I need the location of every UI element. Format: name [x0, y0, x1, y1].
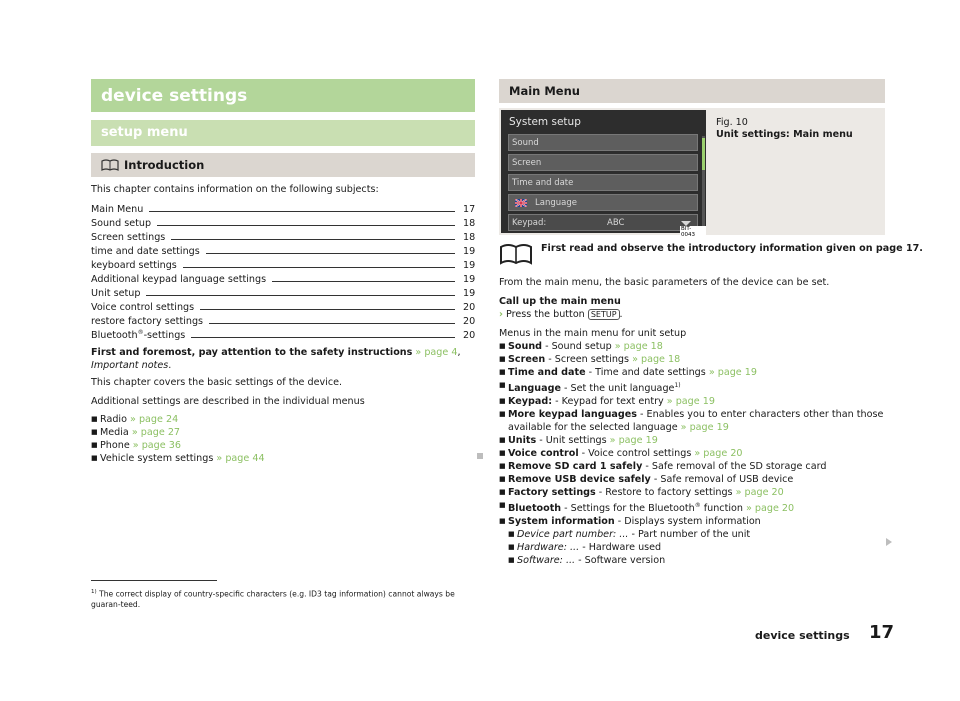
screen-item-sound[interactable]: Sound [508, 134, 698, 151]
setup-button[interactable]: SETUP [588, 309, 620, 320]
introduction-title: Introduction [124, 158, 205, 172]
main-menu-title: Main Menu [509, 84, 580, 98]
footer-section: device settings [755, 629, 850, 642]
page-link[interactable]: » page 24 [130, 414, 179, 425]
device-screen [501, 110, 706, 238]
toc-leader [272, 281, 455, 282]
list-item [499, 340, 885, 353]
continue-arrow-icon [886, 538, 892, 546]
list-item [499, 408, 885, 434]
page-link[interactable]: » page 20 [694, 448, 743, 460]
page-link[interactable]: » page 18 [614, 341, 663, 352]
screen-item-language[interactable] [508, 194, 698, 211]
language-label: Language [535, 198, 577, 208]
item-desc: - Settings for the Bluetooth [561, 503, 695, 515]
safety-comma: , [457, 347, 461, 358]
safety-link[interactable]: » page 4 [415, 347, 458, 358]
call-up-heading: Call up the main menu [499, 296, 621, 307]
toc-leader [146, 295, 455, 296]
toc-page: 19 [463, 260, 476, 271]
registered-mark: ® [137, 328, 144, 336]
uk-flag-icon [515, 199, 527, 207]
intro-text: This chapter contains information on the following subjects: [91, 184, 379, 195]
screen-item-screen[interactable]: Screen [508, 154, 698, 171]
toc-label: Voice control settings [91, 302, 195, 313]
sub-item-key: Device part number: ... [517, 529, 629, 541]
list-item [499, 499, 885, 515]
toc-label: Sound setup [91, 218, 152, 229]
page-link[interactable]: » page 27 [131, 427, 181, 438]
toc-page: 18 [463, 232, 476, 243]
footnote-mark: 1) [91, 589, 97, 595]
toc-page: 19 [463, 274, 476, 285]
unit-menu-list [499, 327, 885, 567]
safety-note [91, 346, 475, 372]
toc-leader [206, 253, 455, 254]
toc-row[interactable] [91, 299, 475, 313]
screen-title: System setup [509, 116, 581, 128]
footnote-text: The correct display of country-specific characters (e.g. ID3 tag information) cannot always be guaran-teed. [91, 589, 455, 609]
section-title: setup menu [101, 125, 188, 140]
toc-row[interactable] [91, 257, 475, 271]
list-item [499, 353, 885, 366]
scrollbar-thumb[interactable] [702, 138, 705, 170]
toc-label: Main Menu [91, 204, 144, 215]
screen-item-keypad[interactable] [508, 214, 698, 231]
menu-label: Radio [100, 414, 127, 425]
item-key: Screen [508, 354, 546, 365]
toc-leader [200, 309, 455, 310]
item-key: Factory settings [508, 487, 596, 499]
page-link[interactable]: » page 20 [746, 503, 795, 515]
toc-label: Screen settings [91, 232, 166, 243]
keypad-label: Keypad: [512, 218, 547, 228]
call-up-block [499, 295, 885, 321]
safety-bold: First and foremost, pay attention to the safety instructions [91, 347, 413, 358]
sub-list-item [499, 541, 885, 554]
sub-item-key: Hardware: ... [517, 542, 580, 554]
main-menu-intro: From the main menu, the basic parameters of the device can be set. [499, 277, 830, 288]
item-key: Remove SD card 1 safely [508, 461, 643, 473]
menu-label: Vehicle system settings [100, 453, 214, 464]
item-desc: - Keypad for text entry [552, 396, 667, 408]
item-desc: - Voice control settings [578, 448, 695, 460]
keypad-value: ABC [607, 218, 625, 228]
toc-label: Additional keypad language settings [91, 274, 267, 285]
page-number: 17 [869, 622, 895, 643]
figure-number: Fig. 10 [716, 117, 748, 128]
additional-text: Additional settings are described in the individual menus [91, 396, 365, 407]
chapter-header [91, 79, 475, 112]
item-desc-tail: function [700, 503, 746, 515]
list-item [499, 434, 885, 447]
toc-row[interactable] [91, 243, 475, 257]
sub-item-desc: - Hardware used [579, 542, 662, 554]
toc-leader [171, 239, 455, 240]
sub-item-key: Software: ... [517, 555, 576, 567]
page-link[interactable]: » page 18 [632, 354, 681, 365]
toc-page: 20 [463, 330, 476, 341]
item-key: Voice control [508, 448, 579, 460]
figure-box [499, 108, 885, 238]
toc-label: keyboard settings [91, 260, 177, 271]
press-end: . [619, 309, 623, 320]
toc-row[interactable] [91, 215, 475, 229]
press-step [499, 308, 885, 321]
item-desc: - Safe removal of USB device [650, 474, 794, 486]
registered-mark: ® [694, 502, 701, 510]
introduction-header [91, 153, 475, 177]
list-item [499, 486, 885, 499]
menus-label: Menus in the main menu for unit setup [499, 328, 687, 339]
book-icon [499, 243, 533, 265]
item-desc: - Displays system information [614, 516, 761, 528]
page-link[interactable]: » page 19 [609, 435, 658, 447]
important-notes-ref: Important notes [91, 360, 169, 371]
toc-page: 17 [463, 204, 476, 215]
item-desc: - Unit settings [536, 435, 610, 447]
step-arrow-icon: › [499, 309, 503, 320]
toc-page: 19 [463, 288, 476, 299]
safety-end: . [168, 360, 172, 371]
toc-page: 19 [463, 246, 476, 257]
item-key: Language [508, 383, 561, 395]
page-link[interactable]: » page 19 [708, 367, 757, 378]
toc-label [91, 329, 185, 341]
list-item [499, 447, 885, 460]
toc-leader [191, 337, 455, 338]
item-desc: - Enables you to enter characters other than those available for the selected language [508, 409, 884, 434]
chapter-title: device settings [101, 86, 248, 106]
end-of-section-mark [477, 453, 483, 459]
item-desc: - Safe removal of the SD storage card [642, 461, 827, 473]
toc-row[interactable] [91, 285, 475, 299]
item-desc: - Restore to factory settings [595, 487, 736, 499]
item-key: Remove USB device safely [508, 474, 651, 486]
item-key: More keypad languages [508, 409, 637, 421]
toc-label: time and date settings [91, 246, 200, 257]
item-key: Sound [508, 341, 543, 352]
item-desc: - Sound setup [542, 341, 615, 352]
list-item [499, 366, 885, 379]
toc-page: 20 [463, 316, 476, 327]
menu-label: Phone [100, 440, 130, 451]
item-key: Keypad: [508, 396, 553, 408]
page-link[interactable]: » page 36 [132, 440, 181, 451]
sub-list-item [499, 528, 885, 541]
list-item [499, 515, 885, 528]
toc-leader [209, 323, 455, 324]
list-item [499, 473, 885, 486]
sub-item-desc: - Part number of the unit [628, 529, 751, 541]
warning-text: First read and observe the introductory information given on page 17. [541, 243, 923, 254]
footnote-ref: 1) [674, 382, 681, 389]
sub-list-item [499, 554, 885, 567]
list-item [499, 460, 885, 473]
item-desc: - Screen settings [545, 354, 633, 365]
footnote-rule [91, 580, 217, 581]
toc-row[interactable] [91, 327, 475, 341]
list-item [91, 439, 475, 452]
item-key: Units [508, 435, 537, 447]
list-item [499, 395, 885, 408]
screen-item-time-date[interactable]: Time and date [508, 174, 698, 191]
toc-leader [183, 267, 455, 268]
covers-text: This chapter covers the basic settings of the device. [91, 377, 343, 388]
page-link[interactable]: » page 19 [666, 396, 715, 408]
toc-page: 18 [463, 218, 476, 229]
figure-caption: Unit settings: Main menu [716, 129, 853, 140]
item-desc: - Set the unit language [560, 383, 675, 395]
toc-leader [157, 225, 455, 226]
page-link[interactable]: » page 19 [680, 422, 729, 434]
list-item [91, 426, 475, 439]
section-header [91, 120, 475, 146]
item-key: Time and date [508, 367, 586, 378]
item-desc: - Time and date settings [585, 367, 709, 378]
toc-label: restore factory settings [91, 316, 204, 327]
page-link[interactable]: » page 20 [735, 487, 784, 499]
toc-page: 20 [463, 302, 476, 313]
toc-row[interactable] [91, 229, 475, 243]
toc-row[interactable] [91, 313, 475, 327]
page-link[interactable]: » page 44 [216, 453, 265, 464]
toc-row[interactable] [91, 271, 475, 285]
book-icon [101, 159, 119, 171]
list-item [499, 379, 885, 395]
item-key: System information [508, 516, 615, 528]
menu-list [91, 413, 475, 465]
sub-item-desc: - Software version [575, 555, 666, 567]
main-menu-header [499, 79, 885, 103]
toc-leader [149, 211, 455, 212]
list-item [91, 452, 475, 465]
list-item [91, 413, 475, 426]
menu-label: Media [100, 427, 129, 438]
press-text: Press the button [506, 309, 585, 320]
toc-label: Unit setup [91, 288, 141, 299]
toc-label-tail: -settings [143, 330, 186, 341]
toc-row[interactable] [91, 201, 475, 215]
figure-code: BIT-0043 [680, 226, 706, 238]
footnote [91, 587, 475, 610]
item-key: Bluetooth [508, 503, 562, 515]
toc-label-text: Bluetooth [91, 330, 138, 341]
table-of-contents [91, 201, 475, 341]
